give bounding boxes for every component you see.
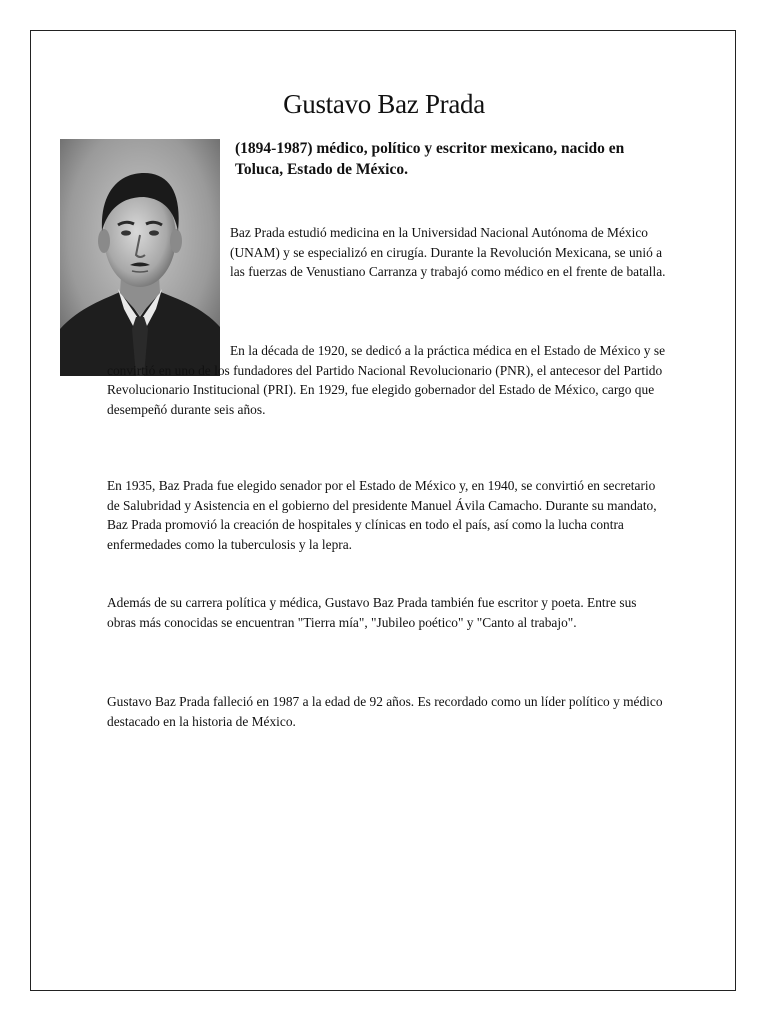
intro-text: (1894-1987) médico, político y escritor mexicano, nacido en Toluca, Estado de México. (235, 140, 625, 178)
paragraph-education: Baz Prada estudió medicina en la Universidad Nacional Autónoma de México (UNAM) y se especializó en cirugía. Durante la Revolución Mexicana, se unió a las fuerzas de Venustiano Carranza y trabajó como médico en el frente de batalla. (230, 225, 666, 279)
paragraph-death: Gustavo Baz Prada falleció en 1987 a la edad de 92 años. Es recordado como un líder político y médico destacado en la historia de México. (107, 694, 663, 729)
document-page (30, 30, 736, 991)
paragraph-senator: En 1935, Baz Prada fue elegido senador por el Estado de México y, en 1940, se convirtió en secretario de Salubridad y Asistencia en el gobierno del presidente Manuel Ávila Camacho. Durante su mandato, Baz Prada promovió la creación de hospitales y clínicas en todo el país, así como la lucha contra enfermedades como la tuberculosis y la lepra. (107, 478, 657, 552)
document-title: Gustavo Baz Prada (283, 89, 485, 119)
paragraph-writer: Además de su carrera política y médica, Gustavo Baz Prada también fue escritor y poeta. Entre sus obras más conocidas se encuentran "Tierra mía", "Jubileo poético" y "Canto al trabajo". (107, 595, 637, 630)
paragraph-career: En la década de 1920, se dedicó a la práctica médica en el Estado de México y se convirtió en uno de los fundadores del Partido Nacional Revolucionario (PNR), el antecesor del Partido Revolucionario Institucional (PRI). En 1929, fue elegido gobernador del Estado de México, cargo que desempeñó durante seis años. (107, 343, 666, 417)
